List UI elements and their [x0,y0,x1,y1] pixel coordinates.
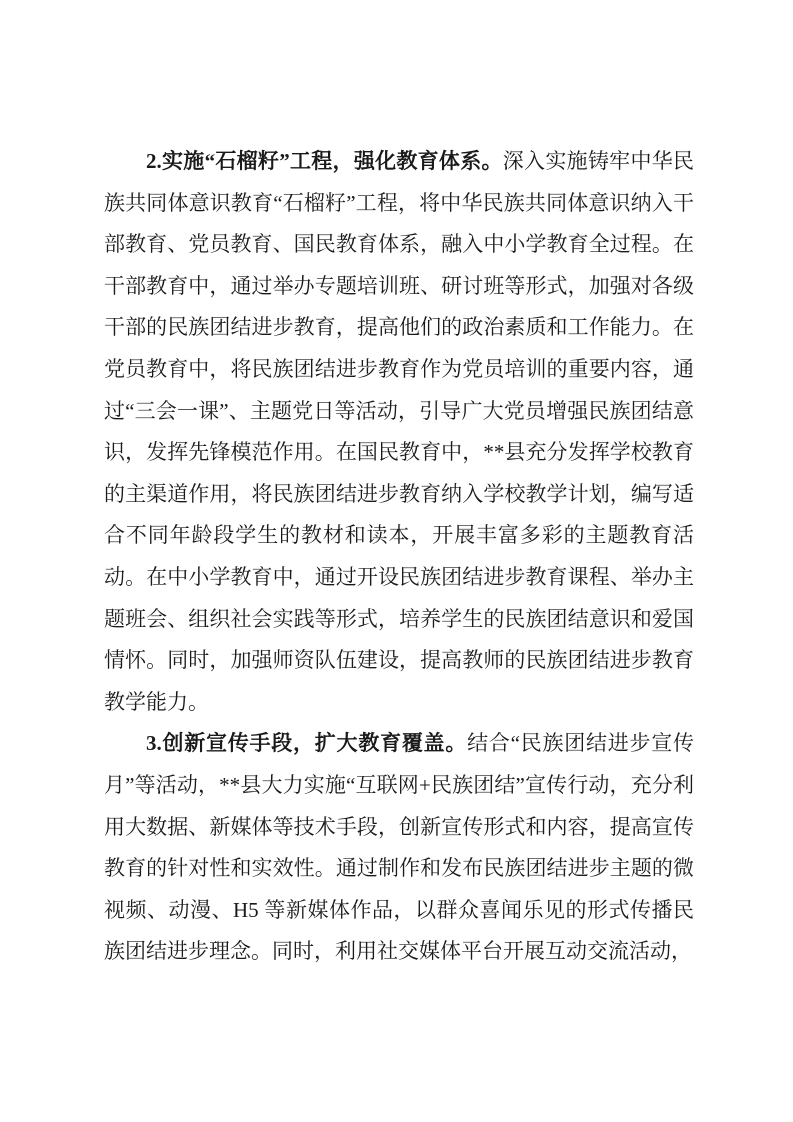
paragraph-2-lead: 2.实施“石榴籽”工程，强化教育体系。 [146,149,503,173]
paragraph-2 [104,141,694,723]
paragraph-3-body: 结合“民族团结进步宣传月”等活动，**县大力实施“互联网+民族团结”宣传行动，充分利用大数据、新媒体等技术手段，创新宣传形式和内容，提高宣传教育的针对性和实效性。通过制作和发布民族团结进步主题的微视频、动漫、H5 等新媒体作品，以群众喜闻乐见的形式传播民族团结进步理念。同时，利用社交媒体平台开展互动交流活动， [104,731,694,964]
paragraph-3-lead: 3.创新宣传手段，扩大教育覆盖。 [146,731,468,756]
paragraph-2-body: 深入实施铸牢中华民族共同体意识教育“石榴籽”工程，将中华民族共同体意识纳入干部教育、党员教育、国民教育体系，融入中小学教育全过程。在干部教育中，通过举办专题培训班、研讨班等形式，加强对各级干部的民族团结进步教育，提高他们的政治素质和工作能力。在党员教育中，将民族团结进步教育作为党员培训的重要内容，通过“三会一课”、主题党日等活动，引导广大党员增强民族团结意识，发挥先锋模范作用。在国民教育中，**县充分发挥学校教育的主渠道作用，将民族团结进步教育纳入学校教学计划，编写适合不同年龄段学生的教材和读本，开展丰富多彩的主题教育活动。在中小学教育中，通过开设民族团结进步教育课程、举办主题班会、组织社会实践等形式，培养学生的民族团结意识和爱国情怀。同时，加强师资队伍建设，提高教师的民族团结进步教育教学能力。 [104,149,695,714]
paragraph-3 [104,723,694,973]
document-text-block [104,141,694,973]
